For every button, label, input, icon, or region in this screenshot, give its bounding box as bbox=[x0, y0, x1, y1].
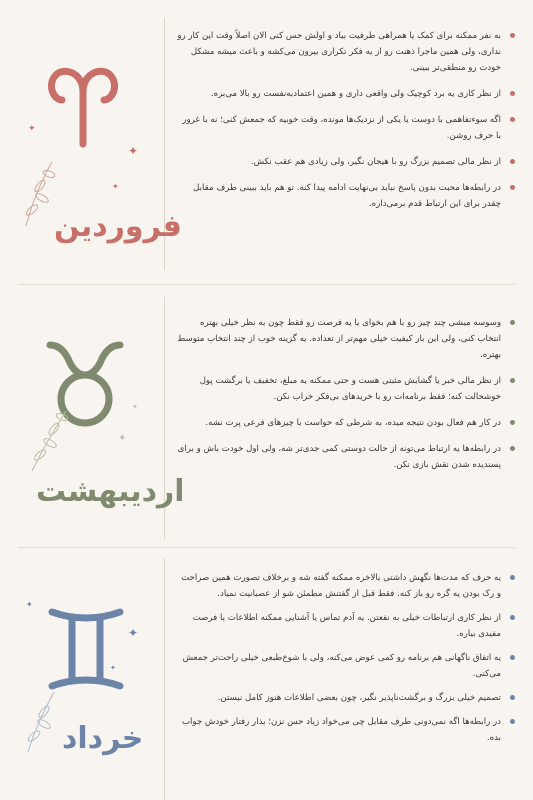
bullet-list bbox=[175, 315, 515, 473]
list-item: در رابطه‌ها اگه نمی‌دونی طرف مقابل چی می‌خواد زیاد حس نزن؛ بذار رفتار خودش جواب بده. bbox=[175, 714, 515, 746]
list-item: از نظر مالی خبر یا گشایش مثبتی هست و حتی ممکنه یه مبلغ، تخفیف یا برگشت پول خوشحالت کنه؛ فقط برنامه‌ات رو با خریدهای بی‌فکر خراب نکن. bbox=[175, 373, 515, 405]
list-item: تصمیم خیلی بزرگ و برگشت‌ناپذیر نگیر، چون بعضی اطلاعات هنوز کامل نیستن. bbox=[175, 690, 515, 706]
sparkle-icon: ✦ bbox=[128, 626, 139, 640]
section-khordad bbox=[0, 548, 533, 800]
list-item: یه حرف که مدت‌ها نگهش داشتی بالاخره ممکنه گفته شه و برخلاف تصورت همین صراحت و رک بودن یه گره رو باز کنه. فقط قبل از گفتنش مطمئن شو از عصبانیت نمیاد. bbox=[175, 570, 515, 602]
list-item: وسوسه میشی چند چیز رو با هم بخوای یا یه فرصت رو فقط چون به نظر خیلی بهتره انتخاب کنی، ولی این بار کیفیت خیلی مهم‌تر از تعداده. یه گزینه خوب از چند انتخاب متوسط بهتره. bbox=[175, 315, 515, 363]
bullet-list bbox=[175, 570, 515, 746]
section-ordibehesht bbox=[0, 285, 533, 547]
sparkle-icon: ✦ bbox=[118, 433, 127, 444]
list-item: از نظر کاری ارتباطات خیلی به نفعتن. یه آدم تماس یا آشنایی ممکنه اطلاعات یا فرصت مفیدی بیاره. bbox=[175, 610, 515, 642]
sparkle-icon: ✦ bbox=[128, 144, 139, 158]
bullet-list bbox=[175, 28, 515, 212]
list-item: در رابطه‌ها محبت بدون پاسخ نباید بی‌نهایت ادامه پیدا کنه. تو هم باید ببینی طرف مقابل چقدر برای این ارتباط قدم برمی‌داره. bbox=[175, 180, 515, 212]
sparkle-icon: ✦ bbox=[112, 182, 119, 191]
section-title: خرداد bbox=[62, 721, 144, 756]
list-item: در رابطه‌ها یه ارتباط می‌تونه از حالت دوستی کمی جدی‌تر شه، ولی اول خودت باش و برای پسندیده شدن نقش بازی نکن. bbox=[175, 441, 515, 473]
list-item: یه اتفاق ناگهانی هم برنامه رو کمی عوض می‌کنه، ولی با شوخ‌طبعی خیلی راحت‌تر جمعش می‌کنی. bbox=[175, 650, 515, 682]
sparkle-icon: ✦ bbox=[110, 664, 116, 672]
sparkle-icon: ✦ bbox=[132, 403, 138, 411]
list-item: به نفر ممکنه برای کمک یا همراهی طرفیت بیاد و اولش حس کنی الان اصلاً وقت این کار رو نداری، ولی همین ماجرا ذهنت رو از یه فکر تکراری بیرون می‌کشه و باعث میشه مشکل خودت رو منطقی‌تر ببینی. bbox=[175, 28, 515, 76]
section-title: فروردین bbox=[54, 209, 182, 244]
list-item: از نظر کاری یه برد کوچیک ولی واقعی داری و همین اعتمادبه‌نفست رو بالا می‌بره. bbox=[175, 86, 515, 102]
section-title: اردیبهشت bbox=[36, 474, 185, 509]
sparkle-icon: ✦ bbox=[28, 124, 36, 134]
sparkle-icon: ✦ bbox=[26, 600, 33, 609]
section-farvardin bbox=[0, 0, 533, 285]
list-item: در کار هم فعال بودن نتیجه میده، به شرطی که حواست با چیزهای فرعی پرت نشه. bbox=[175, 415, 515, 431]
list-item: از نظر مالی تصمیم بزرگ رو با هیجان نگیر، ولی زیادی هم عقب نکش. bbox=[175, 154, 515, 170]
list-item: اگه سوءتفاهمی با دوست یا یکی از نزدیک‌ها مونده، وقت خوبیه که جمعش کنی؛ نه با غرور با حرف روشن. bbox=[175, 112, 515, 144]
